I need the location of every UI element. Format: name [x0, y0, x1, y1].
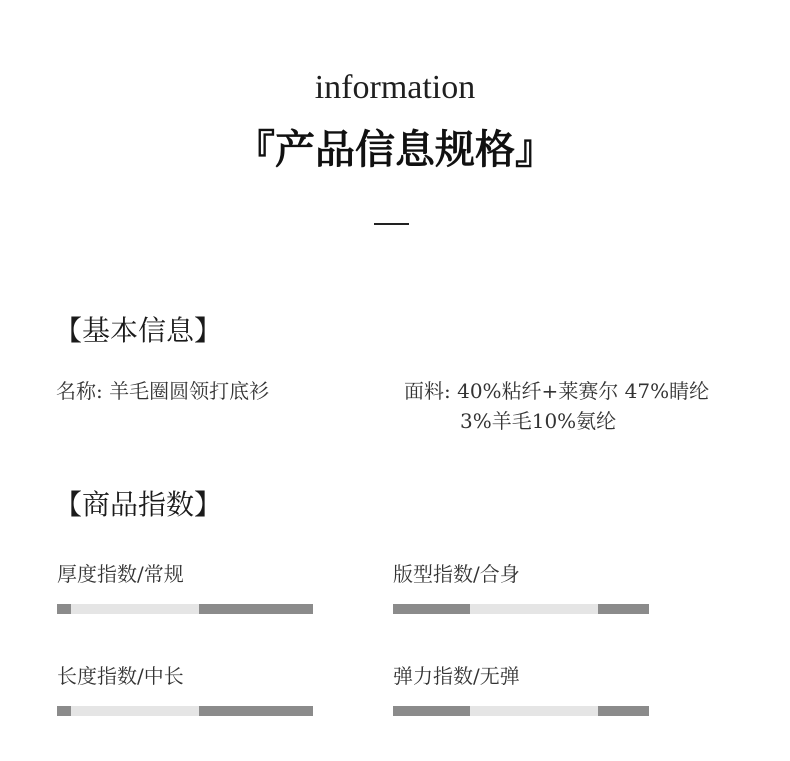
length-index-bar-segment-3	[199, 706, 313, 716]
thickness-index-label: 厚度指数/常规	[57, 562, 184, 586]
fabric-value-line-1: 40%粘纤+莱赛尔 47%睛纶	[457, 379, 710, 403]
thickness-index-bar-segment-2	[71, 604, 199, 614]
elasticity-index-bar-segment-1	[393, 706, 470, 716]
product-index-section-title: 【商品指数】	[54, 488, 223, 521]
fit-index-bar-segment-1	[393, 604, 470, 614]
length-index-bar-segment-2	[71, 706, 199, 716]
fabric-value-line-2: 3%羊毛10%氨纶	[460, 409, 617, 433]
thickness-index-bar-segment-1	[57, 604, 71, 614]
elasticity-index-bar-segment-2	[470, 706, 598, 716]
thickness-index	[57, 560, 313, 588]
fit-index	[393, 560, 649, 588]
fabric-field	[404, 376, 709, 436]
fabric-label: 面料:	[404, 379, 451, 403]
page-title: 『产品信息规格』	[235, 126, 555, 173]
fit-index-bar-segment-3	[598, 604, 649, 614]
product-name-label: 名称:	[56, 379, 103, 403]
fit-index-label: 版型指数/合身	[393, 562, 520, 586]
elasticity-index	[393, 662, 649, 690]
fabric-line-1	[404, 376, 709, 406]
elasticity-index-label: 弹力指数/无弹	[393, 664, 520, 688]
length-index-bar-segment-1	[57, 706, 71, 716]
header-subtitle: information	[314, 69, 476, 106]
product-name-field	[56, 376, 269, 406]
length-index-bar	[57, 706, 313, 716]
thickness-index-bar-segment-3	[199, 604, 313, 614]
elasticity-index-bar-segment-3	[598, 706, 649, 716]
fit-index-bar	[393, 604, 649, 614]
length-index	[57, 662, 313, 690]
length-index-label: 长度指数/中长	[57, 664, 184, 688]
fit-index-bar-segment-2	[470, 604, 598, 614]
elasticity-index-bar	[393, 706, 649, 716]
thickness-index-bar	[57, 604, 313, 614]
page-header	[0, 64, 790, 176]
product-name-value: 羊毛圈圆领打底衫	[109, 379, 270, 403]
title-divider	[374, 223, 409, 225]
basic-info-section-title: 【基本信息】	[54, 314, 223, 347]
